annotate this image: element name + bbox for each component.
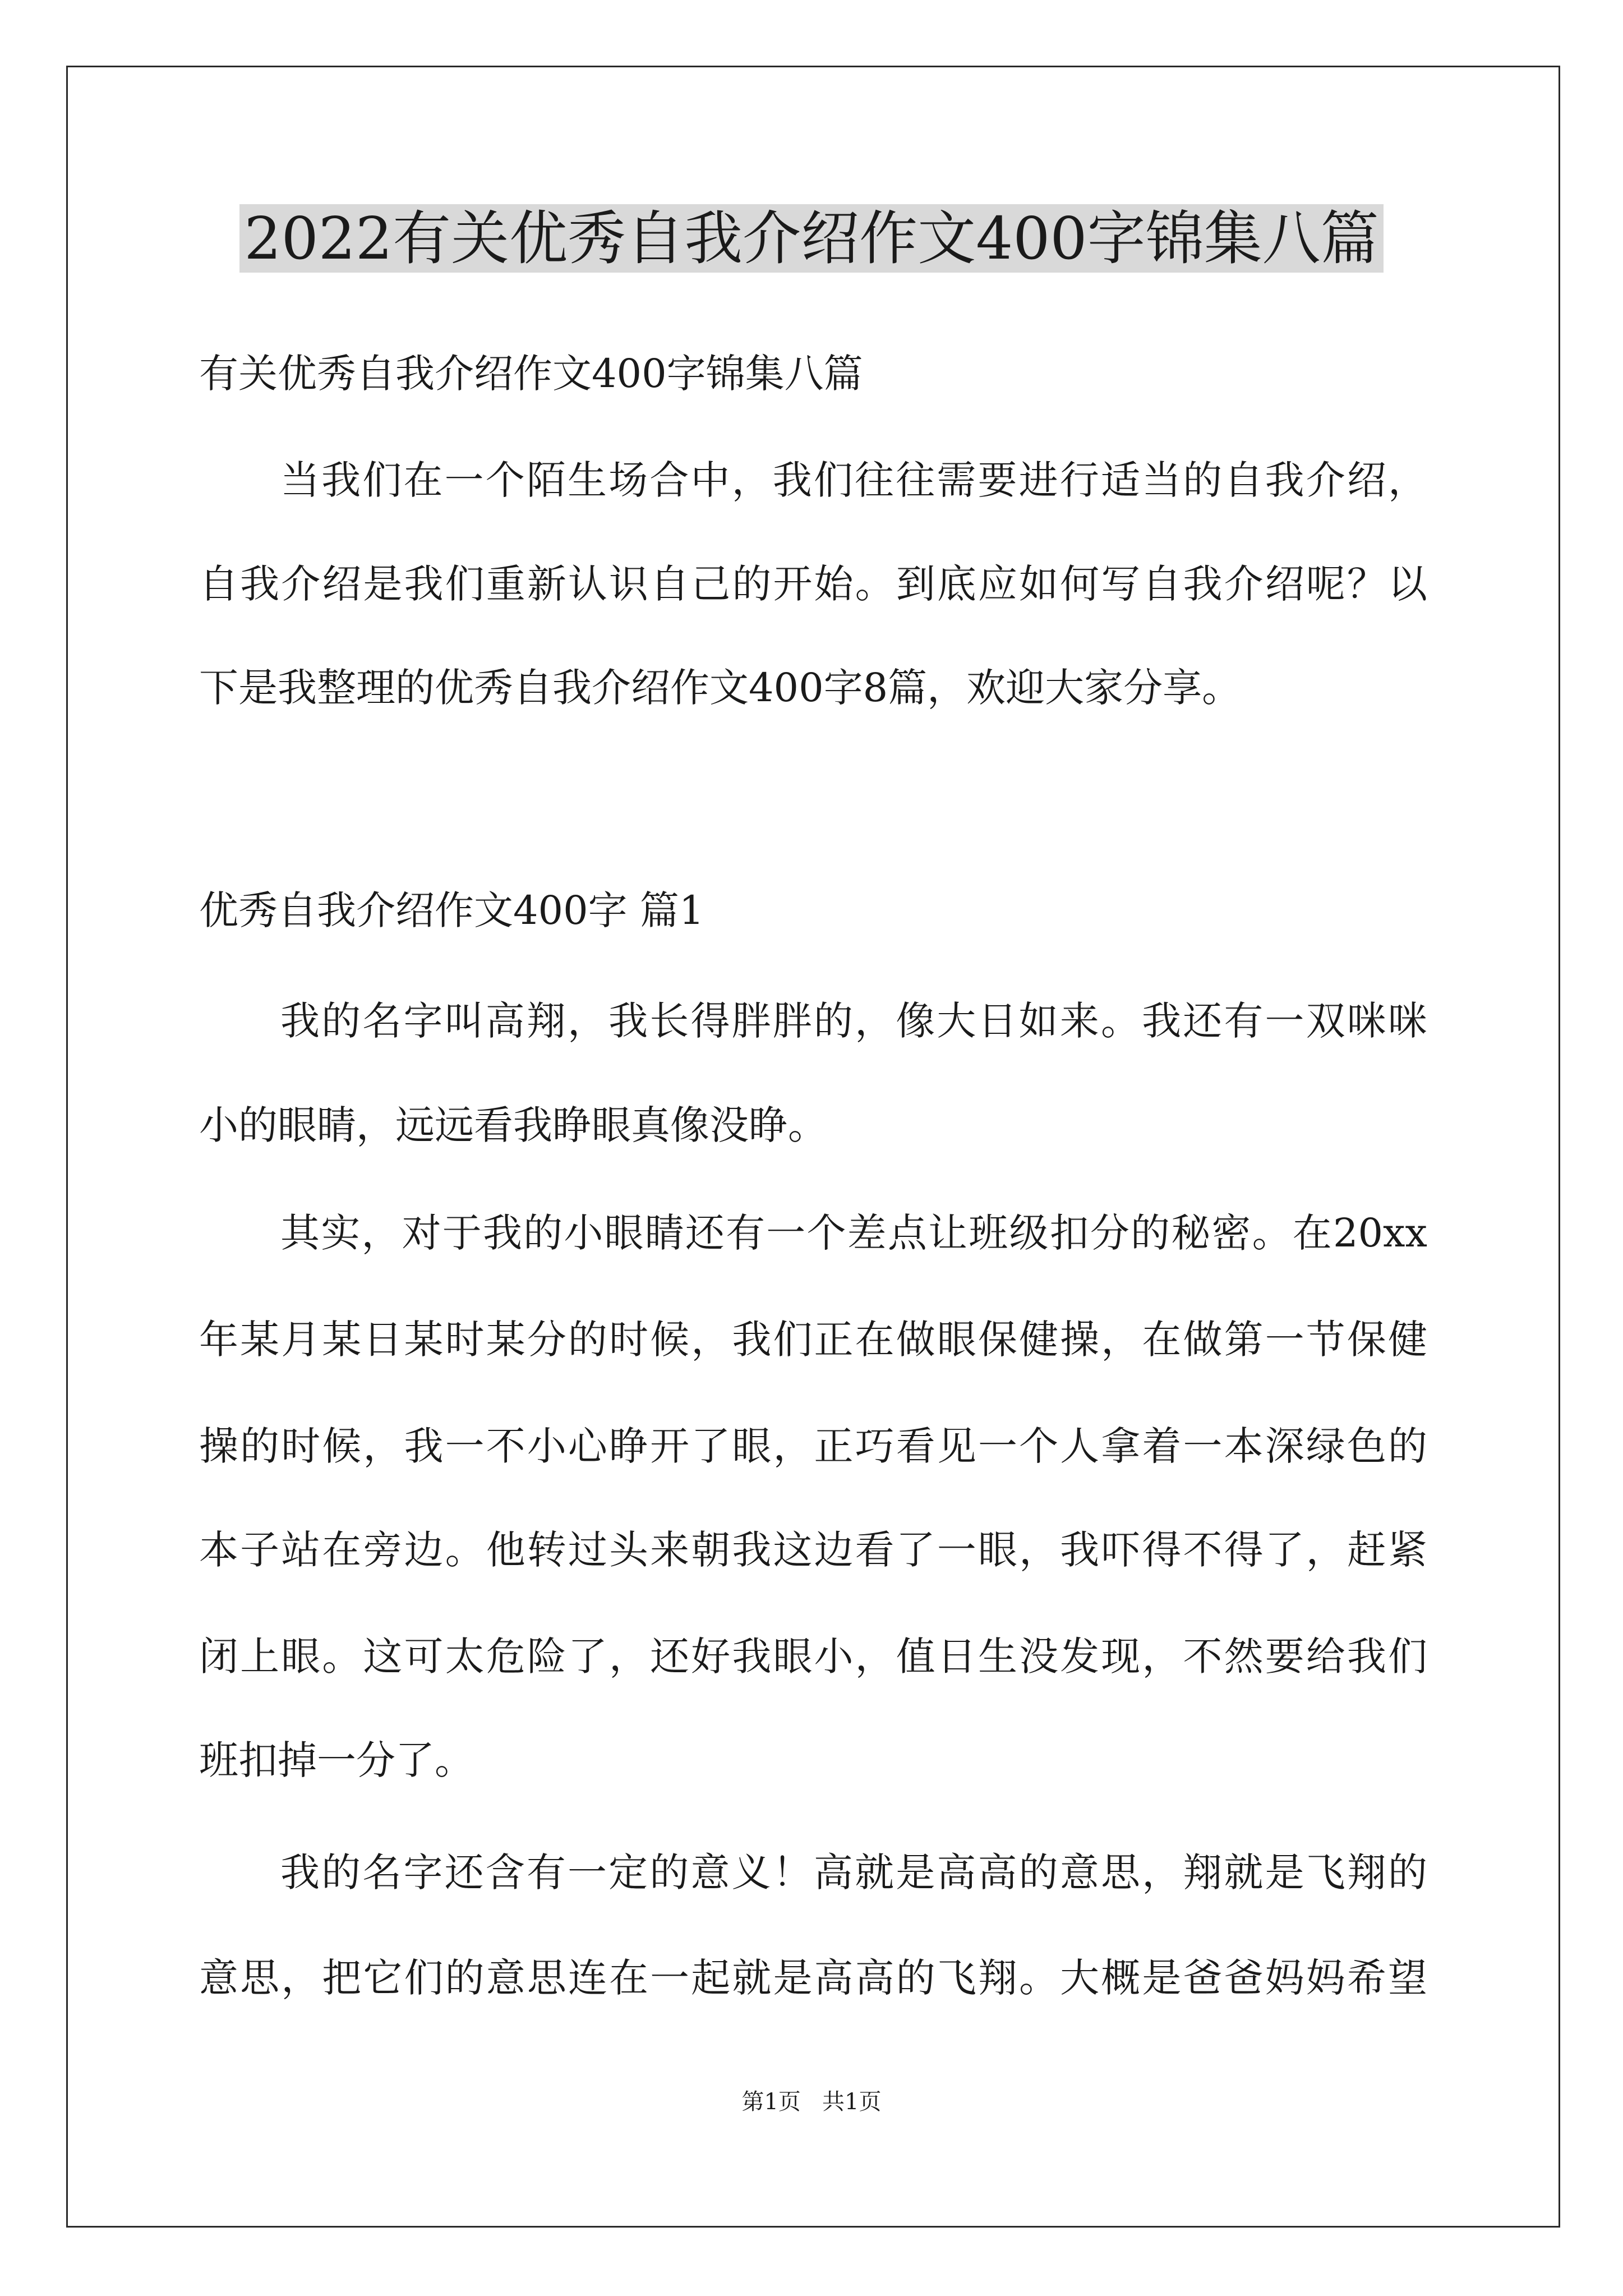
paragraph-line: 其实，对于我的小眼睛还有一个差点让班级扣分的秘密。在20xx [280,1210,1427,1256]
intro-line: 下是我整理的优秀自我介绍作文400字8篇，欢迎大家分享。 [199,665,1242,711]
paragraph-line: 闭上眼。这可太危险了，还好我眼小，值日生没发现，不然要给我们 [199,1634,1427,1680]
paragraph-line: 年某月某日某时某分的时候，我们正在做眼保健操，在做第一节保健 [199,1317,1427,1363]
paragraph-line: 小的眼睛，远远看我睁眼真像没睁。 [199,1102,827,1148]
intro-line: 自我介绍是我们重新认识自己的开始。到底应如何写自我介绍呢？以 [199,561,1427,607]
paragraph-line: 我的名字叫高翔，我长得胖胖的，像大日如来。我还有一双咪咪 [280,998,1427,1044]
paragraph-line: 操的时候，我一不小心睁开了眼，正巧看见一个人拿着一本深绿色的 [199,1423,1427,1469]
document-title-text: 2022有关优秀自我介绍作文400字锦集八篇 [239,204,1383,273]
paragraph-line: 我的名字还含有一定的意义！高就是高高的意思，翔就是飞翔的 [280,1849,1427,1895]
intro-line: 当我们在一个陌生场合中，我们往往需要进行适当的自我介绍， [280,457,1427,503]
paragraph-line: 本子站在旁边。他转过头来朝我这边看了一眼，我吓得不得了，赶紧 [199,1527,1427,1573]
page-number-footer: 第1页 共1页 [741,2089,882,2115]
document-title [0,199,1623,278]
document-subtitle: 有关优秀自我介绍作文400字锦集八篇 [199,351,863,397]
paragraph-line: 意思，把它们的意思连在一起就是高高的飞翔。大概是爸爸妈妈希望 [199,1955,1427,2001]
paragraph-line: 班扣掉一分了。 [199,1737,474,1783]
section-heading: 优秀自我介绍作文400字 篇1 [199,887,704,933]
